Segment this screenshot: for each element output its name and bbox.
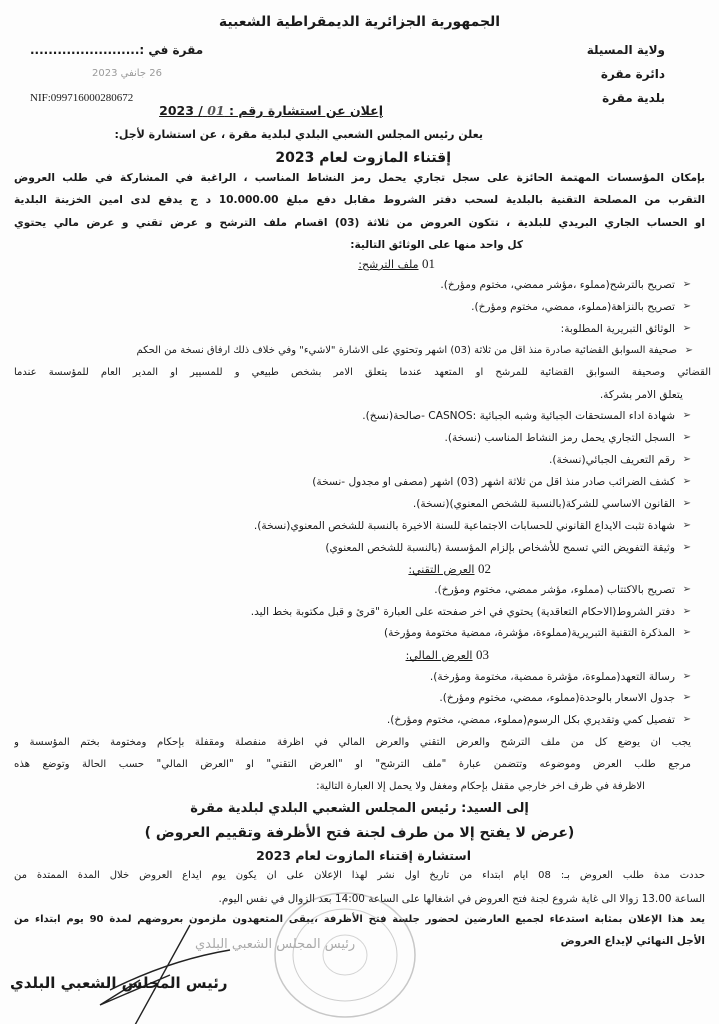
arrow-bullet-icon bbox=[683, 710, 691, 730]
section-number: 02 bbox=[478, 561, 491, 576]
envelope-line: يجب ان يوضع كل من ملف الترشح والعرض التقني والعرض المالي في اظرفة منفصلة ومقفلة بإحكام ومختومة بختم المؤسسة و bbox=[14, 737, 691, 748]
announcement-number: 01 bbox=[207, 103, 225, 118]
baladiya-label: بلدية مقرة bbox=[602, 91, 665, 105]
arrow-bullet-icon bbox=[683, 450, 691, 470]
section-title: العرض المالي: bbox=[405, 649, 473, 662]
closing-line: الساعة 13.00 زوالا الى غاية شروع لجنة فتح العروض في اشغالها على الساعة 14:00 بعد الزوال في نفس اليوم. bbox=[218, 893, 705, 905]
list-item-text: وثيقة التفويض التي تسمح للأشخاص بإلزام المؤسسة (بالنسبة للشخص المعنوي) bbox=[325, 542, 675, 554]
nif-number: NIF:099716000280672 bbox=[30, 92, 134, 104]
arrow-bullet-icon bbox=[683, 406, 691, 426]
intro-line: او الحساب الجاري البريدي للبلدية ، تتكون العروض من ثلاثة (03) اقسام ملف الترشح و عرض تقني و عرض مالي يحتوي bbox=[14, 217, 705, 229]
list-item bbox=[445, 428, 676, 448]
arrow-bullet-icon bbox=[683, 297, 691, 317]
intro-line: التقرب من المصلحة التقنية بالبلدية لسحب دفتر الشروط مقابل دفع مبلغ 10.000.00 د ج يدفع لدى امين الخزينة البلدية bbox=[14, 194, 705, 206]
list-item-text: دفتر الشروط(الاحكام التعاقدية) يحتوي في اخر صفحته على العبارة "قرئ و قبل مكتوبة بخط اليد. bbox=[250, 606, 675, 618]
list-item-text: رقم التعريف الجبائي(نسخة). bbox=[549, 454, 675, 466]
list-item bbox=[434, 580, 675, 600]
announcement-year: / 2023 bbox=[159, 103, 203, 118]
signature-title: رئيس المجلس الشعبي البلدي bbox=[10, 974, 228, 992]
list-item bbox=[561, 319, 675, 339]
list-item-text: تصريح بالترشح(مملوء ،مؤشر ممضي، مختوم ومؤرخ). bbox=[440, 279, 675, 291]
address-notice: (عرض لا يفتح إلا من طرف لجنة فتح الأظرفة وتقييم العروض ) bbox=[144, 825, 575, 841]
section-title: العرض التقني: bbox=[408, 563, 475, 576]
arrow-bullet-icon bbox=[683, 623, 691, 643]
section-heading-candidacy bbox=[358, 254, 435, 275]
closing-line: حددت مدة طلب العروض بـ: 08 ايام ابتداء من تاريخ اول نشر لهذا الإعلان على ان يكون يوم ايداع العروض خلال المدة الممتدة من bbox=[14, 870, 705, 881]
closing-line: يعد هذا الإعلان بمثابة استدعاء لجميع العارضين لحضور جلسة فتح الأظرفة ،يبقى المتعهدون ملزمون بعروضهم لمدة 90 يوم ابتداء من bbox=[14, 914, 705, 925]
arrow-bullet-icon bbox=[683, 472, 691, 492]
arrow-bullet-icon bbox=[683, 580, 691, 600]
handwritten-signature bbox=[40, 920, 300, 1024]
list-item-text: جدول الاسعار بالوحدة(مملوء، ممضي، مختوم ومؤرخ). bbox=[439, 692, 675, 704]
intro-line: كل واحد منها على الوثائق التالية: bbox=[350, 239, 523, 251]
address-subject: استشارة إقتناء المازوت لعام 2023 bbox=[256, 848, 471, 863]
date-stamp: 26 جانفي 2023 bbox=[92, 68, 162, 79]
list-item bbox=[136, 341, 677, 361]
list-item bbox=[251, 602, 675, 622]
wilaya-label: ولاية المسيلة bbox=[586, 43, 665, 57]
closing-line: الأجل النهائي لإيداع العروض bbox=[560, 935, 705, 947]
list-item-text: الوثائق التبريرية المطلوبة: bbox=[560, 323, 675, 335]
address-recipient: إلى السيد: رئيس المجلس الشعبي البلدي لبلدية مقرة bbox=[190, 801, 529, 816]
list-item bbox=[440, 275, 675, 295]
list-item-text: كشف الضرائب صادر منذ اقل من ثلاثة اشهر (03) اشهر (مصفى او مجدول -نسخة) bbox=[312, 476, 675, 488]
list-item bbox=[312, 472, 675, 492]
arrow-bullet-icon bbox=[683, 667, 691, 687]
arrow-bullet-icon bbox=[683, 494, 691, 514]
section-number: 03 bbox=[476, 647, 489, 662]
stamp-text: رئيس المجلس الشعبي البلدي bbox=[195, 937, 356, 952]
list-item bbox=[430, 667, 675, 687]
republic-heading: الجمهورية الجزائرية الديمقراطية الشعبية bbox=[218, 14, 501, 30]
arrow-bullet-icon bbox=[683, 688, 691, 708]
list-item bbox=[471, 297, 675, 317]
list-item-text: السجل التجاري يحمل رمز النشاط المناسب (نسخة). bbox=[444, 432, 675, 444]
list-item bbox=[384, 623, 675, 643]
place-date-field: مقرة في :........................ bbox=[30, 43, 204, 57]
section-number: 01 bbox=[422, 256, 435, 271]
list-item bbox=[549, 450, 675, 470]
envelope-line: الاظرفة في ظرف اخر خارجي مقفل بإحكام ومغفل ولا يحمل إلا العبارة التالية: bbox=[316, 781, 645, 792]
announcement-subject: إقتناء المازوت لعام 2023 bbox=[275, 150, 451, 166]
daira-label: دائرة مقرة bbox=[600, 67, 665, 81]
arrow-bullet-icon bbox=[683, 428, 691, 448]
announcement-subtitle: يعلن رئيس المجلس الشعبي البلدي لبلدية مقرة ، عن استشارة لأجل: bbox=[114, 128, 483, 141]
list-item-text: القانون الاساسي للشركة(بالنسبة للشخص المعنوي)(نسخة). bbox=[412, 498, 675, 510]
list-item bbox=[325, 538, 675, 558]
list-item bbox=[439, 688, 675, 708]
list-item bbox=[387, 710, 675, 730]
list-item-text: المذكرة التقنية التبريرية(مملوءة، مؤشرة، ممضية مختومة ومؤرخة) bbox=[384, 627, 675, 639]
list-item bbox=[254, 516, 675, 536]
list-item-text: شهادة اداء المستحقات الجبائية وشبه الجبائية :CASNOS -صالحة(نسخ). bbox=[362, 410, 675, 422]
section-title: ملف الترشح: bbox=[358, 258, 419, 271]
list-item bbox=[362, 406, 675, 426]
list-item-text: تصريح بالنزاهة(مملوء، ممضي، مختوم ومؤرخ). bbox=[471, 301, 675, 313]
envelope-line: مرجع طلب العرض وموضوعه وتتضمن عبارة "ملف الترشح" او "العرض التقني" او "العرض المالي" حسب الحالة وتوضع هذه bbox=[14, 759, 691, 770]
arrow-bullet-icon bbox=[685, 341, 693, 361]
section-heading-technical bbox=[408, 559, 491, 580]
arrow-bullet-icon bbox=[683, 319, 691, 339]
arrow-bullet-icon bbox=[683, 275, 691, 295]
list-item-continuation: القضائي وصحيفة السوابق القضائية للمرشح او المتعهد عندما يتعلق الامر بشخص طبيعي و للمسيير او المدير العام للمؤسسة عندما bbox=[14, 367, 711, 378]
intro-line: بإمكان المؤسسات المهتمة الحائزة على سجل تجاري يحمل رمز النشاط المناسب ، الراغبة في المشاركة في طلب العروض bbox=[14, 172, 705, 184]
list-item-text: رسالة التعهد(مملوءة، مؤشرة ممضية، مختومة ومؤرخة). bbox=[429, 671, 675, 683]
list-item-text: تفصيل كمي وتقديري بكل الرسوم(مملوء، ممضي، مختوم ومؤرخ). bbox=[386, 714, 675, 726]
list-item-text: تصريح بالاكتتاب (مملوء، مؤشر ممضي، مختوم ومؤرخ). bbox=[434, 584, 675, 596]
list-item-continuation: يتعلق الامر بشركة. bbox=[599, 389, 683, 401]
list-item bbox=[413, 494, 675, 514]
list-item-text: شهادة تثبت الايداع القانوني للحسابات الاجتماعية للسنة الاخيرة بالنسبة للشخص المعنوي(نسخة). bbox=[253, 520, 675, 532]
section-heading-financial bbox=[406, 645, 489, 666]
list-item-text: صحيفة السوابق القضائية صادرة منذ اقل من ثلاثة (03) اشهر وتحتوي على الاشارة "لاشيء" وفي خلاف ذلك ارفاق نسخة من الحكم bbox=[136, 345, 677, 356]
announcement-title-text: إعلان عن استشارة رقم : bbox=[228, 103, 383, 118]
arrow-bullet-icon bbox=[683, 538, 691, 558]
arrow-bullet-icon bbox=[683, 602, 691, 622]
announcement-title bbox=[159, 101, 383, 121]
arrow-bullet-icon bbox=[683, 516, 691, 536]
